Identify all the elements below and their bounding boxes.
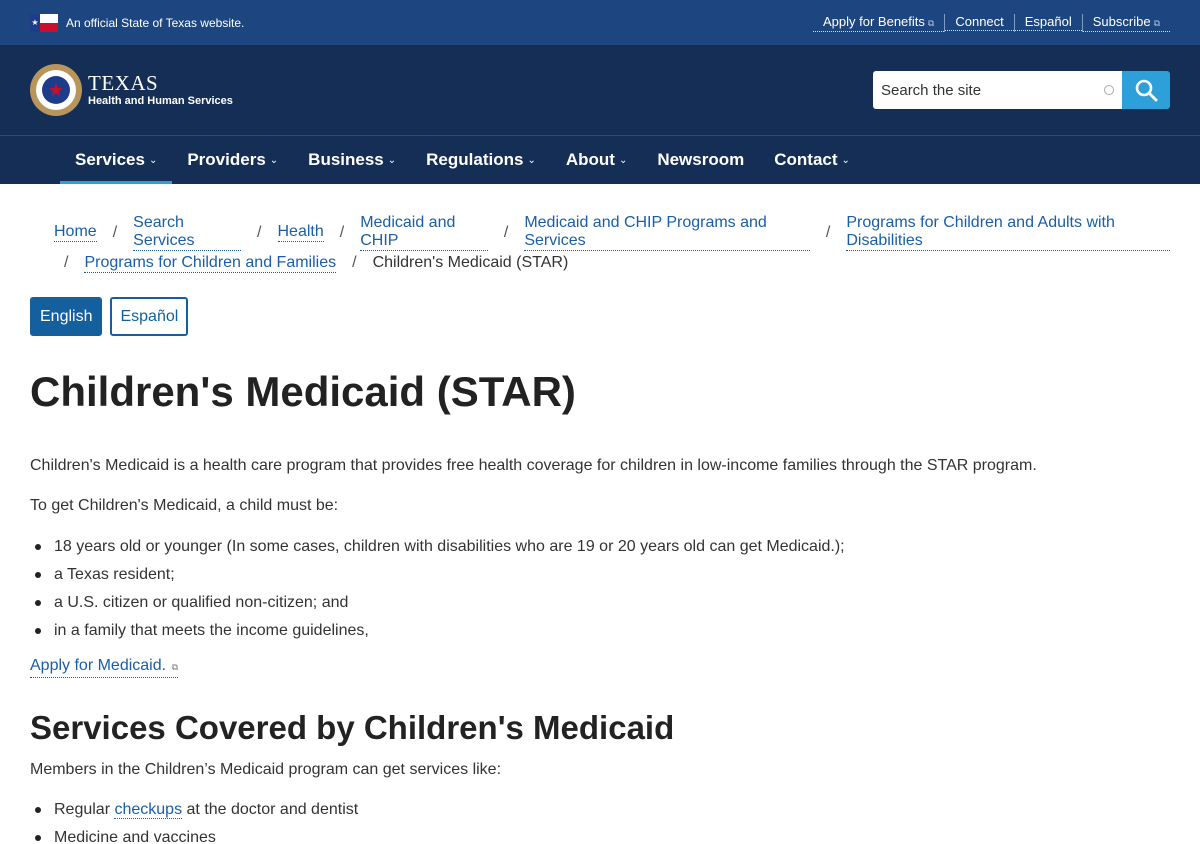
nav-newsroom[interactable]: Newsroom (657, 150, 745, 169)
subscribe-link[interactable]: Subscribe ⧉ (1083, 14, 1170, 32)
nav-providers[interactable]: Providers ⌄ (187, 150, 279, 169)
external-link-icon: ⧉ (169, 662, 178, 672)
search-field (873, 71, 1122, 109)
apply-for-medicaid-link[interactable]: Apply for Medicaid. ⧉ (30, 656, 178, 678)
connect-link[interactable]: Connect (945, 14, 1013, 31)
services-list (30, 796, 1170, 844)
breadcrumb-health[interactable]: Health (277, 223, 324, 240)
chevron-down-icon: ⌄ (841, 154, 850, 166)
main-nav (0, 135, 1200, 184)
requirements-list (30, 533, 1170, 645)
list-item: Medicine and vaccines (30, 824, 1170, 844)
english-button[interactable]: English (30, 297, 102, 336)
services-heading: Services Covered by Children's Medicaid (30, 709, 675, 746)
breadcrumb-separator: / (825, 223, 831, 241)
nav-contact[interactable]: Contact ⌄ (774, 150, 850, 169)
search-icon (1134, 78, 1158, 102)
list-item: a U.S. citizen or qualified non-citizen; and (30, 589, 1170, 617)
breadcrumb-separator: / (112, 223, 118, 241)
espanol-link[interactable]: Español (1015, 14, 1082, 31)
chevron-down-icon: ⌄ (148, 154, 158, 166)
intro-paragraph: Children's Medicaid is a health care program that provides free health coverage for children in low-income families through the STAR program. (30, 457, 1037, 474)
site-search (873, 71, 1170, 109)
breadcrumb-separator: / (257, 223, 262, 241)
list-item: in a family that meets the income guidelines, (30, 617, 1170, 645)
site-header (0, 45, 1200, 135)
page-title: Children's Medicaid (STAR) (30, 368, 576, 415)
list-item: Regular checkups at the doctor and dentist (30, 796, 1170, 824)
nav-business[interactable]: Business ⌄ (308, 150, 397, 169)
breadcrumb-search-services[interactable]: Search Services (133, 214, 241, 251)
language-switcher (0, 275, 1200, 336)
nav-about[interactable]: About ⌄ (565, 150, 628, 169)
logo-title: TEXAS (88, 71, 159, 95)
chevron-down-icon: ⌄ (527, 154, 536, 166)
chevron-down-icon: ⌄ (387, 154, 397, 166)
breadcrumb-home[interactable]: Home (54, 223, 97, 240)
official-banner (0, 0, 1200, 45)
breadcrumb-separator: / (352, 254, 357, 271)
site-logo[interactable] (30, 64, 233, 116)
external-link-icon: ⧉ (1153, 17, 1160, 28)
hhs-seal-icon: ★ (30, 64, 82, 116)
nav-regulations[interactable]: Regulations ⌄ (426, 150, 536, 169)
external-link-icon: ⧉ (927, 17, 935, 28)
breadcrumb-medicaid-chip[interactable]: Medicaid and CHIP (360, 214, 488, 251)
spanish-button[interactable]: Español (110, 297, 188, 336)
logo-subtitle: Health and Human Services (88, 95, 233, 107)
checkups-link[interactable]: checkups (114, 801, 183, 818)
breadcrumb-separator: / (64, 254, 69, 271)
official-text: An official State of Texas website. (66, 15, 245, 30)
official-notice (30, 14, 244, 32)
list-item: 18 years old or younger (In some cases, children with disabilities who are 19 or 20 years old can get Medicaid.); (30, 533, 1170, 561)
nav-services[interactable]: Services ⌄ (60, 136, 172, 184)
breadcrumb (0, 184, 1200, 275)
apply-for-benefits-link[interactable]: Apply for Benefits ⧉ (813, 14, 944, 32)
chevron-down-icon: ⌄ (618, 154, 628, 166)
chevron-down-icon: ⌄ (269, 154, 279, 166)
list-item: a Texas resident; (30, 561, 1170, 589)
breadcrumb-children-families[interactable]: Programs for Children and Families (84, 253, 337, 271)
breadcrumb-children-adults-disabilities[interactable]: Programs for Children and Adults with Disabilities (846, 214, 1170, 251)
clear-search-icon[interactable] (1104, 85, 1114, 95)
utility-links (813, 14, 1170, 32)
services-intro: Members in the Children’s Medicaid program can get services like: (30, 761, 502, 778)
requirements-intro: To get Children's Medicaid, a child must be: (30, 497, 339, 514)
search-button[interactable] (1122, 71, 1170, 109)
breadcrumb-separator: / (503, 223, 509, 241)
breadcrumb-separator: / (339, 223, 345, 241)
breadcrumb-programs-services[interactable]: Medicaid and CHIP Programs and Services (524, 214, 810, 251)
texas-flag-icon: ★ (30, 14, 58, 32)
breadcrumb-current: Children's Medicaid (STAR) (372, 254, 569, 271)
main-content (0, 368, 1200, 844)
search-input[interactable] (881, 82, 1091, 99)
